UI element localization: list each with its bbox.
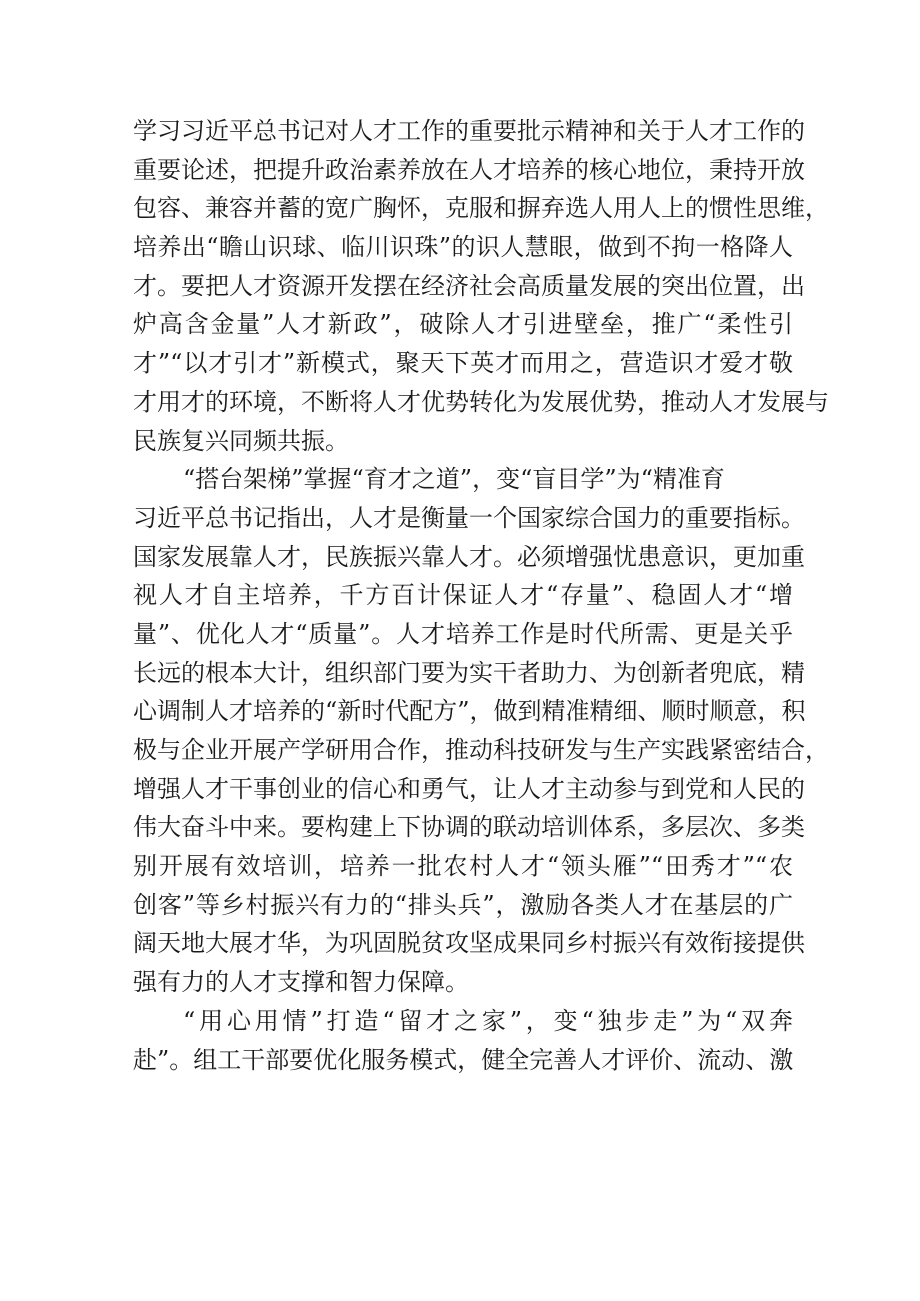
text-line: 才用才的环境，不断将人才优势转化为发展优势，推动人才发展与 (133, 387, 829, 416)
section-heading-line: “用心用情”打造“留才之家”，变“独步走”为“双奔 (183, 1006, 793, 1035)
text-line: 民族复兴同频共振。 (133, 426, 349, 455)
paragraph-talent-retention (133, 1002, 793, 1079)
text-line: 才。要把人才资源开发摆在经济社会高质量发展的突出位置，出 (133, 271, 805, 300)
text-line: 阔天地大展才华，为巩固脱贫攻坚成果同乡村振兴有效衔接提供 (133, 929, 805, 958)
text-line: 才”“以才引才”新模式，聚天下英才而用之，营造识才爱才敬 (133, 349, 793, 378)
text-line: 国家发展靠人才，民族振兴靠人才。必须增强忧患意识，更加重 (133, 542, 805, 571)
body-text (133, 112, 829, 1079)
text-line: 重要论述，把提升政治素养放在人才培养的核心地位，秉持开放 (133, 155, 805, 184)
text-line: 习近平总书记指出，人才是衡量一个国家综合国力的重要指标。 (133, 503, 805, 532)
text-line: 炉高含金量”人才新政”，破除人才引进壁垒，推广“柔性引 (133, 310, 793, 339)
text-line: 增强人才干事创业的信心和勇气，让人才主动参与到党和人民的 (133, 774, 805, 803)
text-line: 伟大奋斗中来。要构建上下协调的联动培训体系，多层次、多类 (133, 813, 805, 842)
paragraph-talent-training (133, 460, 829, 1002)
text-line: 心调制人才培养的“新时代配方”，做到精准精细、顺时顺意，积 (133, 697, 806, 726)
section-heading-line: “搭台架梯”掌握“育才之道”，变“盲目学”为“精准育 (183, 465, 725, 494)
text-line: 量”、优化人才“质量”。人才培养工作是时代所需、更是关乎 (133, 619, 793, 648)
paragraph-talent-policy (133, 112, 829, 460)
text-line: 强有力的人才支撑和智力保障。 (133, 968, 469, 997)
text-line: 包容、兼容并蓄的宽广胸怀，克服和摒弃选人用人上的惯性思维， (133, 194, 829, 223)
text-line: 赴”。组工干部要优化服务模式，健全完善人才评价、流动、激 (133, 1045, 794, 1074)
text-line: 极与企业开展产学研用合作，推动科技研发与生产实践紧密结合， (133, 736, 829, 764)
text-line: 学习习近平总书记对人才工作的重要批示精神和关于人才工作的 (133, 117, 805, 145)
text-line: 创客”等乡村振兴有力的“排头兵”，激励各类人才在基层的广 (133, 890, 793, 919)
text-line: 培养出“瞻山识球、临川识珠”的识人慧眼，做到不拘一格降人 (133, 233, 793, 262)
text-line: 长远的根本大计，组织部门要为实干者助力、为创新者兜底，精 (133, 658, 805, 687)
text-line: 别开展有效培训，培养一批农村人才“领头雁”“田秀才”“农 (133, 852, 793, 881)
text-line: 视人才自主培养，千方百计保证人才“存量”、稳固人才“增 (133, 581, 793, 610)
